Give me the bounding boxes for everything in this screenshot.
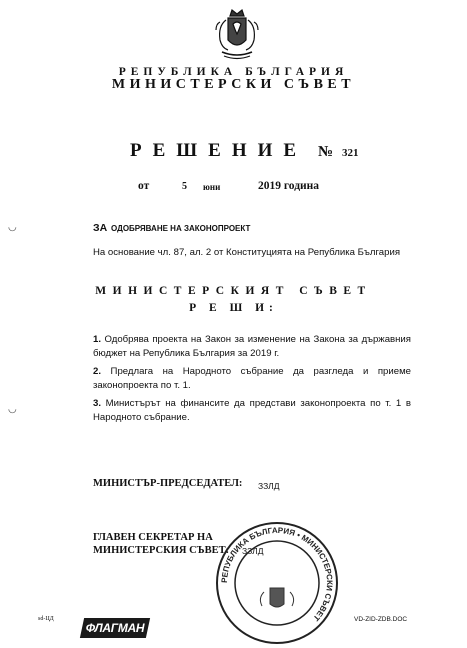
prime-minister-signature: ЗЗЛД [258, 481, 280, 491]
date-prefix: от [138, 180, 150, 192]
item-1-text: Одобрява проекта на Закон за изменение на Закона за държавния бюджет на Република България за 2019 г. [93, 334, 411, 359]
footer-right-code: VD-ZID-ZDB.DOC [354, 616, 408, 623]
stamp-ring-text: РЕПУБЛИКА БЪЛГАРИЯ • МИНИСТЕРСКИ СЪВЕТ [219, 525, 335, 623]
item-2-text: Предлага на Народното събрание да разгледа и приеме законопроекта по т. 1. [93, 366, 411, 391]
item-1-number: 1. [93, 334, 102, 345]
date-day: 5 [182, 181, 187, 192]
resolved-heading: Р Е Ш И: [189, 302, 278, 314]
date-year: 2019 година [258, 180, 320, 192]
legal-basis: На основание чл. 87, ал. 2 от Конституцията на Република България [93, 247, 401, 258]
secretary-label-line2: МИНИСТЕРСКИЯ СЪВЕТ: [93, 545, 230, 556]
item-2-number: 2. [93, 366, 102, 377]
item-3-text: Министърът на финансите да представи законопроекта по т. 1 в Народното събрание. [93, 398, 411, 423]
item-3-number: 3. [93, 398, 102, 409]
republic-heading: РЕПУБЛИКА БЪЛГАРИЯ [118, 66, 349, 78]
subject-text: ОДОБРЯВАНЕ НА ЗАКОНОПРОЕКТ [111, 224, 251, 233]
logo-text: ФЛАГМАН [85, 621, 145, 635]
hole-punch-mark: ◡ [8, 222, 17, 233]
item-3 [93, 397, 411, 425]
secretary-label-line1: ГЛАВЕН СЕКРЕТАР НА [93, 532, 213, 543]
prime-minister-label: МИНИСТЪР-ПРЕДСЕДАТЕЛ: [93, 478, 243, 489]
footer-left-code: sd-ЦД [38, 616, 54, 622]
item-2 [93, 365, 411, 393]
official-stamp-icon [212, 518, 342, 648]
subject-label: ЗА [93, 222, 108, 234]
decision-title: РЕШЕНИЕ [130, 140, 308, 161]
coat-of-arms-icon [212, 6, 262, 64]
decision-number: 321 [342, 147, 359, 159]
hole-punch-mark: ◡ [8, 404, 17, 415]
council-heading: МИНИСТЕРСКИ СЪВЕТ [111, 77, 356, 92]
decision-number-sign: № [318, 144, 334, 160]
date-month: юни [203, 182, 221, 192]
flagman-logo [82, 618, 148, 640]
item-1 [93, 333, 411, 361]
secretary-signature: ЗЗЛД [242, 546, 264, 556]
council-resolution-heading: МИНИСТЕРСКИЯТ СЪВЕТ [95, 285, 372, 297]
